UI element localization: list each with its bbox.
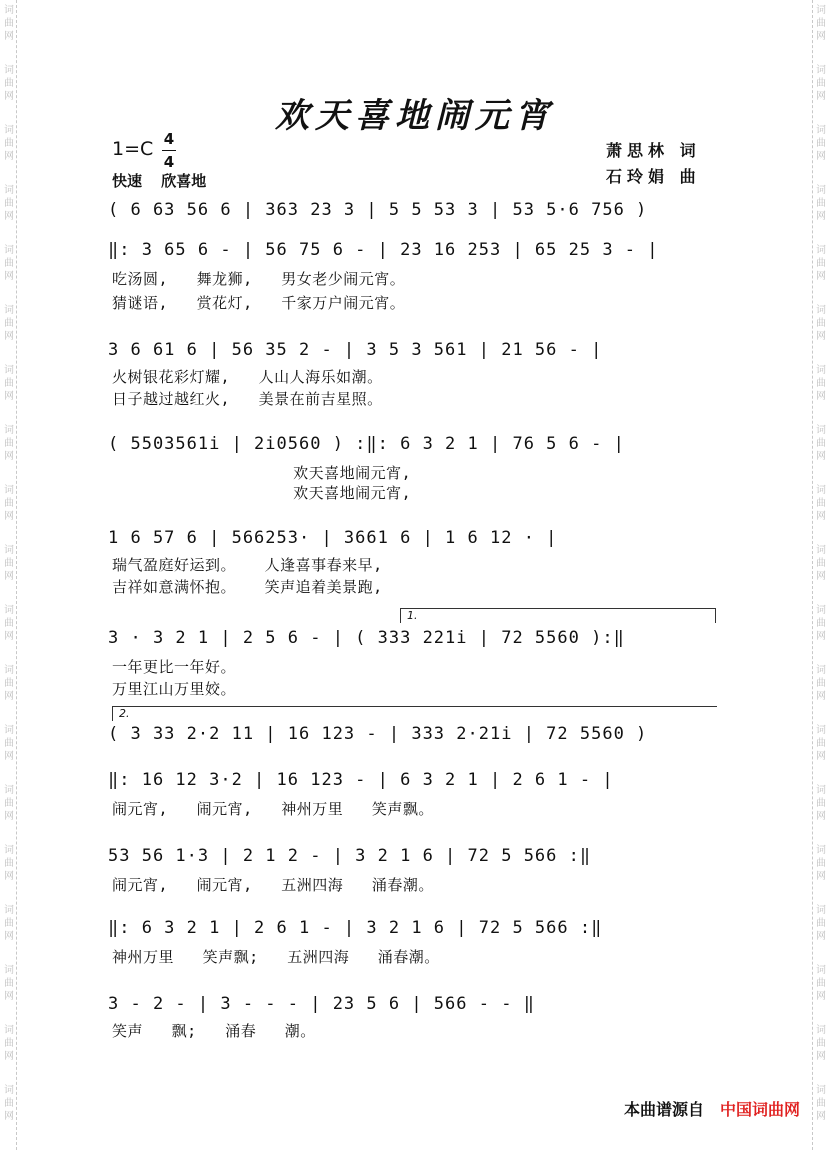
- watermark-mark: 词 曲 网: [4, 485, 14, 522]
- watermark-mark: 词 曲 网: [4, 965, 14, 1002]
- watermark-mark: 词 曲 网: [4, 1085, 14, 1122]
- lyric-row-2-verse-1: 吃汤圆, 舞龙狮, 男女老少闹元宵。: [112, 270, 406, 288]
- lyric-row-10: 神州万里 笑声飘; 五洲四海 涌春潮。: [112, 948, 440, 966]
- watermark-mark: 词 曲 网: [816, 1025, 826, 1062]
- lyric-row-3-verse-1: 火树银花彩灯耀, 人山人海乐如潮。: [112, 368, 383, 386]
- watermark-mark: 词 曲 网: [4, 605, 14, 642]
- lyricist-credit: 萧思林 词: [606, 141, 701, 160]
- volta-2-label: 2.: [119, 707, 130, 720]
- watermark-mark: 词 曲 网: [816, 5, 826, 42]
- watermark-mark: 词 曲 网: [816, 905, 826, 942]
- lyric-row-8: 闹元宵, 闹元宵, 神州万里 笑声飘。: [112, 800, 434, 818]
- watermark-mark: 词 曲 网: [816, 365, 826, 402]
- watermark-mark: 词 曲 网: [816, 425, 826, 462]
- watermark-mark: 词 曲 网: [816, 545, 826, 582]
- score-row-10: ‖: 6 3 2 1 | 2 6 1 - | 3 2 1 6 | 72 5 566 :‖: [108, 918, 603, 938]
- lyric-row-6-verse-1: 一年更比一年好。: [112, 658, 237, 676]
- watermark-mark: 词 曲 网: [816, 485, 826, 522]
- watermark-mark: 词 曲 网: [816, 65, 826, 102]
- watermark-mark: 词 曲 网: [816, 605, 826, 642]
- watermark-mark: 词 曲 网: [816, 1085, 826, 1122]
- score-row-9: 53 56 1·3 | 2 1 2 - | 3 2 1 6 | 72 5 566 :‖: [108, 846, 592, 866]
- watermark-mark: 词 曲 网: [4, 305, 14, 342]
- watermark-mark: 词 曲 网: [816, 785, 826, 822]
- volta-1-label: 1.: [407, 609, 418, 622]
- volta-2-bracket: [112, 706, 717, 721]
- lyric-row-5-verse-2: 吉祥如意满怀抱。 笑声追着美景跑,: [112, 578, 383, 596]
- watermark-mark: 词 曲 网: [4, 5, 14, 42]
- score-row-3: 3 6 61 6 | 56 35 2 - | 3 5 3 561 | 21 56 - |: [108, 340, 603, 360]
- tempo-marking: 快速 欣喜地: [112, 172, 207, 190]
- time-signature-top: 4: [163, 130, 175, 148]
- watermark-mark: 词 曲 网: [4, 425, 14, 462]
- score-row-11: 3 - 2 - | 3 - - - | 23 5 6 | 566 - - ‖: [108, 994, 535, 1014]
- watermark-mark: 词 曲 网: [816, 185, 826, 222]
- volta-1-bracket: [400, 608, 716, 623]
- song-title: 欢天喜地闹元宵: [275, 96, 555, 136]
- score-row-7: ( 3 33 2·2 11 | 16 123 - | 333 2·21i | 72 5560 ): [108, 724, 648, 744]
- key-signature: 1=C: [112, 138, 154, 160]
- watermark-mark: 词 曲 网: [4, 365, 14, 402]
- lyric-row-5-verse-1: 瑞气盈庭好运到。 人逢喜事春来早,: [112, 556, 383, 574]
- brand-link[interactable]: 中国词曲网: [719, 1100, 800, 1119]
- watermark-mark: 词 曲 网: [816, 965, 826, 1002]
- time-signature-bottom: 4: [163, 153, 175, 171]
- watermark-mark: 词 曲 网: [4, 125, 14, 162]
- score-row-2: ‖: 3 65 6 - | 56 75 6 - | 23 16 253 | 65 25 3 - |: [108, 240, 659, 260]
- watermark-mark: 词 曲 网: [816, 725, 826, 762]
- watermark-mark: 词 曲 网: [4, 905, 14, 942]
- watermark-mark: 词 曲 网: [4, 785, 14, 822]
- lyric-row-4-verse-2: 欢天喜地闹元宵,: [112, 484, 412, 502]
- lyric-row-6-verse-2: 万里江山万里姣。: [112, 680, 237, 698]
- score-row-8: ‖: 16 12 3·2 | 16 123 - | 6 3 2 1 | 2 6 1 - |: [108, 770, 614, 790]
- watermark-mark: 词 曲 网: [4, 245, 14, 282]
- watermark-mark: 词 曲 网: [816, 665, 826, 702]
- watermark-mark: 词 曲 网: [4, 65, 14, 102]
- lyric-row-4-verse-1: 欢天喜地闹元宵,: [112, 464, 412, 482]
- watermark-mark: 词 曲 网: [816, 245, 826, 282]
- watermark-mark: 词 曲 网: [816, 305, 826, 342]
- watermark-mark: 词 曲 网: [4, 545, 14, 582]
- time-signature: [160, 128, 178, 173]
- watermark-mark: 词 曲 网: [4, 725, 14, 762]
- lyric-row-9: 闹元宵, 闹元宵, 五洲四海 涌春潮。: [112, 876, 434, 894]
- lyric-row-3-verse-2: 日子越过越红火, 美景在前吉星照。: [112, 390, 383, 408]
- watermark-mark: 词 曲 网: [4, 665, 14, 702]
- watermark-mark: 词 曲 网: [4, 1025, 14, 1062]
- source-footer: [624, 1097, 800, 1120]
- watermark-mark: 词 曲 网: [816, 845, 826, 882]
- score-row-5: 1 6 57 6 | 566253· | 3661 6 | 1 6 12 · |: [108, 528, 558, 548]
- watermark-mark: 词 曲 网: [816, 125, 826, 162]
- source-label: 本曲谱源自: [623, 1100, 704, 1119]
- watermark-mark: 词 曲 网: [4, 185, 14, 222]
- score-row-4: ( 5503561i | 2i0560 ) :‖: 6 3 2 1 | 76 5 6 - |: [108, 434, 625, 454]
- composer-credit: 石玲娟 曲: [606, 167, 701, 186]
- watermark-mark: 词 曲 网: [4, 845, 14, 882]
- score-row-1: ( 6 63 56 6 | 363 23 3 | 5 5 53 3 | 53 5·6 756 ): [108, 200, 648, 220]
- lyric-row-2-verse-2: 猜谜语, 赏花灯, 千家万户闹元宵。: [112, 294, 406, 312]
- score-row-6: 3 · 3 2 1 | 2 5 6 - | ( 333 221i | 72 5560 ):‖: [108, 628, 625, 648]
- lyric-row-11: 笑声 飘; 涌春 潮。: [112, 1022, 316, 1040]
